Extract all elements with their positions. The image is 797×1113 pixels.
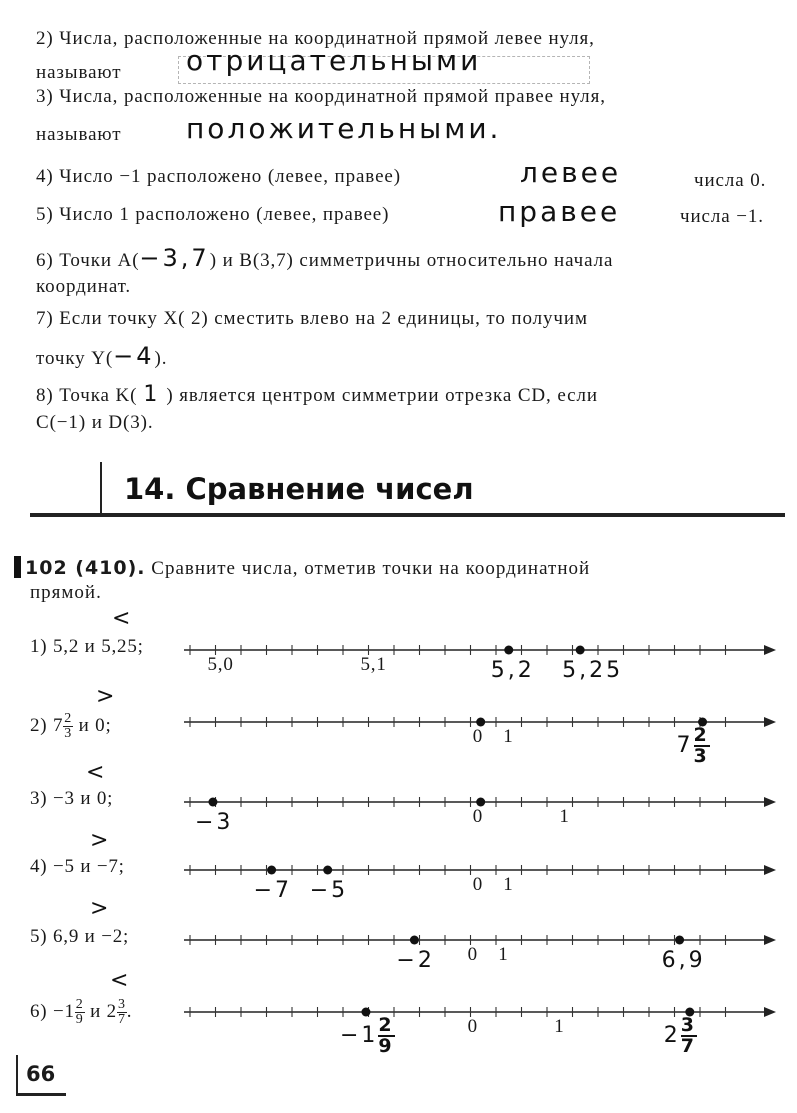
marked-point[interactable] [267,866,276,875]
statement-2-line2: называют [36,62,122,83]
answer-7[interactable]: −4 [113,342,155,370]
marked-point[interactable] [504,646,513,655]
tick-label: 0 [472,874,483,895]
task-6-sign[interactable]: < [110,968,129,993]
point-label-handwritten[interactable]: −5 [309,878,349,903]
point-label-fraction [378,1016,394,1056]
tick-label: 0 [472,726,483,747]
statement-5-tail: числа −1. [680,206,764,227]
tick-label: 5,1 [360,654,387,675]
point-label-handwritten[interactable] [677,726,710,766]
task-2-prefix: 2) 7 [30,714,64,736]
statement-2-line1: 2) Числа, расположенные на координатной прямой левее нуля, [36,28,595,49]
tick-label: 0 [467,944,478,965]
task-6-frac2-den: 7 [117,1012,126,1027]
point-label-den: 3 [693,745,710,767]
exercise-text-cont: прямой. [30,582,102,603]
statement-3-line2: называют [36,124,122,145]
tick-label: 1 [498,944,509,965]
statement-7-start: точку Y( [36,348,114,369]
statement-7-line1: 7) Если точку X( 2) сместить влево на 2 единицы, то получим [36,308,588,329]
point-label-handwritten[interactable]: −2 [396,948,435,973]
task-4-sign[interactable]: > [90,828,109,853]
arrow-1 [764,645,776,655]
page-number-rule [16,1093,66,1096]
answer-2[interactable]: отрицательными [186,44,482,77]
page-number-bar [16,1055,18,1095]
task-1-label: 1) 5,2 и 5,25; [30,636,144,657]
statement-4-tail: числа 0. [694,170,767,191]
task-2-frac-den: 3 [64,726,73,741]
point-label-handwritten[interactable]: 5,25 [562,658,624,683]
tick-label: 1 [503,874,514,895]
point-label-whole: −1 [339,1023,379,1048]
arrow-2 [764,717,776,727]
statement-8-end: ) является центром симметрии отрезка CD, если [166,385,598,406]
answer-8[interactable]: 1 [143,382,161,407]
point-label-handwritten[interactable] [664,1016,697,1056]
marked-point[interactable] [576,646,585,655]
statement-8-start: 8) Точка K( [36,385,138,406]
point-label-whole: 7 [676,733,694,758]
point-label-den: 7 [680,1035,698,1057]
statement-6-line2: координат. [36,276,132,297]
point-label-whole: 2 [663,1023,681,1048]
task-2-frac-num: 2 [64,711,73,726]
answer-6[interactable]: −3,7 [139,244,210,272]
statement-8-line2: C(−1) и D(3). [36,412,154,433]
task-5-sign[interactable]: > [90,896,109,921]
point-label-fraction [681,1016,697,1056]
statement-4: 4) Число −1 расположено (левее, правее) [36,166,401,187]
point-label-handwritten[interactable]: 6,9 [661,948,706,973]
arrow-5 [764,935,776,945]
point-label-num: 3 [680,1014,698,1036]
task-6-frac2-num: 3 [117,997,126,1012]
statement-5: 5) Число 1 расположено (левее, правее) [36,204,390,225]
marked-point[interactable] [208,798,217,807]
arrow-4 [764,865,776,875]
task-1-sign[interactable]: < [112,606,131,631]
task-6-frac1-num: 2 [75,997,84,1012]
statement-7-end: ). [154,348,168,369]
point-label-fraction [694,726,710,766]
tick-label: 0 [467,1016,478,1037]
exercise-text: Сравните числа, отметив точки на координатной [151,558,591,579]
answer-5[interactable]: правее [498,195,621,228]
point-label-handwritten[interactable]: −3 [194,810,234,835]
point-label-num: 2 [378,1014,395,1036]
point-label-den: 9 [378,1035,395,1057]
task-4-label: 4) −5 и −7; [30,856,125,877]
statement-3-line1: 3) Числа, расположенные на координатной прямой правее нуля, [36,86,606,107]
point-label-handwritten[interactable] [340,1016,395,1056]
tick-label: 1 [503,726,514,747]
page-number: 66 [26,1062,56,1086]
section-title: 14. Сравнение чисел [124,472,474,506]
tick-label: 1 [554,1016,565,1037]
tick-label: 0 [472,806,483,827]
task-3-sign[interactable]: < [86,760,105,785]
point-label-num: 2 [693,724,710,746]
arrow-3 [764,797,776,807]
tick-label: 5,0 [207,654,234,675]
marked-point[interactable] [410,936,419,945]
task-6-end: . [126,1000,133,1022]
statement-6-start: 6) Точки A( [36,250,140,271]
answer-4[interactable]: левее [520,156,622,189]
task-6-and: и 2 [84,1000,117,1022]
statement-6-end: ) и B(3,7) симметричны относительно начала [209,250,614,271]
answer-3[interactable]: положительными. [186,112,502,145]
task-5-label: 5) 6,9 и −2; [30,926,130,947]
task-3-label: 3) −3 и 0; [30,788,114,809]
task-6-frac1-den: 9 [75,1012,84,1027]
marked-point[interactable] [323,866,332,875]
point-label-handwritten[interactable]: −7 [253,878,293,903]
task-6-prefix: 6) −1 [30,1000,75,1022]
task-2-suffix: и 0; [73,714,112,736]
marked-point[interactable] [675,936,684,945]
tick-label: 1 [559,806,570,827]
point-label-handwritten[interactable]: 5,2 [490,658,535,683]
task-2-sign[interactable]: > [96,684,115,709]
exercise-number: 102 (410). [25,557,146,579]
arrow-6 [764,1007,776,1017]
